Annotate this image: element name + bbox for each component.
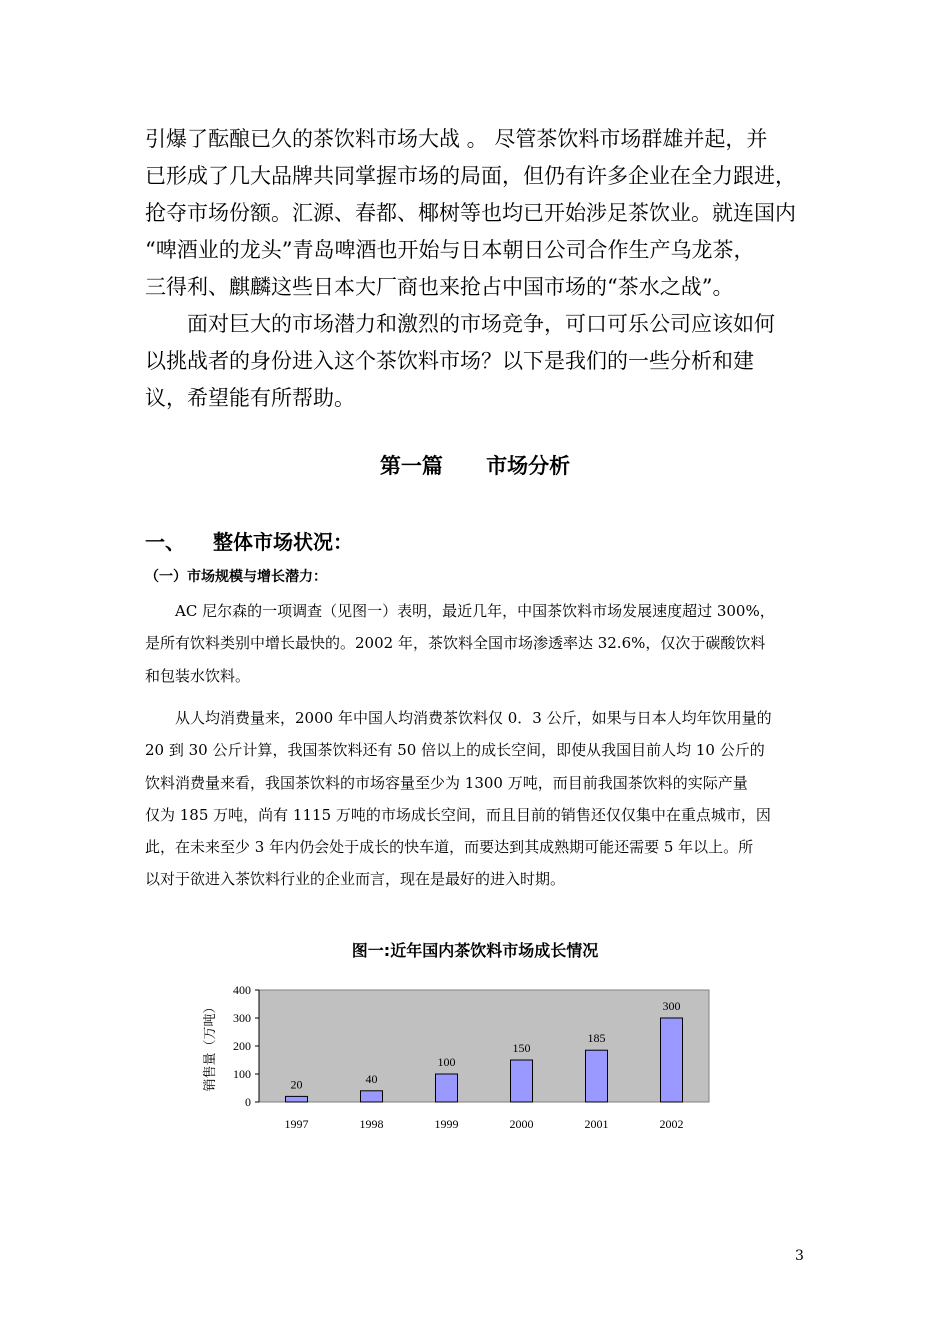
y-tick-label: 400 [233, 983, 251, 997]
part-label: 第一篇 [379, 454, 443, 478]
y-axis-label: 销售量（万吨） [202, 1000, 217, 1092]
bar-value-label: 150 [512, 1041, 531, 1055]
paragraph-market-growth [145, 595, 810, 692]
text-line: 饮料消费量来看，我国茶饮料的市场容量至少为 1300 万吨，而目前我国茶饮料的实际产量 [145, 773, 748, 792]
bar [586, 1050, 608, 1102]
text-line: 面对巨大的市场潜力和激烈的市场竞争，可口可乐公司应该如何 [187, 312, 775, 336]
x-tick-label: 1999 [434, 1117, 459, 1131]
text-line: 引爆了酝酿已久的茶饮料市场大战 。 尽管茶饮料市场群雄并起，并 [145, 127, 768, 151]
text-line: 和包装水饮料。 [145, 666, 251, 685]
text-line: “啤酒业的龙头”青岛啤酒也开始与日本朝日公司合作生产乌龙茶， [145, 238, 755, 262]
x-tick-label: 2002 [659, 1117, 684, 1131]
subsection-title: （一）市场规模与增长潜力： [145, 569, 327, 585]
text-line: 三得利、麒麟这些日本大厂商也来抢占中国市场的“茶水之战”。 [145, 275, 734, 299]
bar [661, 1018, 683, 1102]
paragraph-consumption [145, 702, 810, 896]
text-line: 是所有饮料类别中增长最快的。2002 年，茶饮料全国市场渗透率达 32.6%，仅次于碳酸饮料 [145, 634, 766, 653]
x-tick-label: 1998 [359, 1117, 384, 1131]
part-title [0, 450, 950, 480]
page-number: 3 [795, 1248, 804, 1264]
bar-value-label: 300 [662, 999, 681, 1013]
sales-bar-chart [195, 978, 735, 1148]
bar-value-label: 20 [290, 1077, 303, 1092]
text-line: 已形成了几大品牌共同掌握市场的局面，但仍有许多企业在全力跟进， [145, 164, 796, 188]
text-line: 抢夺市场份额。汇源、春都、椰树等也均已开始涉足茶饮业。就连国内 [145, 201, 796, 225]
x-tick-label: 2001 [584, 1117, 609, 1131]
text-line: 此，在未来至少 3 年内仍会处于成长的快车道，而要达到其成熟期可能还需要 5 年以上。所 [145, 838, 754, 857]
bar-value-label: 100 [437, 1055, 456, 1069]
text-line: 以挑战者的身份进入这个茶饮料市场？以下是我们的一些分析和建 [145, 349, 754, 373]
y-tick-label: 100 [233, 1067, 251, 1081]
text-line: 以对于欲进入茶饮料行业的企业而言，现在是最好的进入时期。 [145, 870, 566, 889]
section-number: 一、 [145, 530, 185, 554]
text-line: AC 尼尔森的一项调查（见图一）表明，最近几年，中国茶饮料市场发展速度超过 300%， [175, 602, 775, 620]
x-tick-label: 1997 [284, 1117, 309, 1131]
bar-value-label: 185 [587, 1031, 606, 1046]
bar [361, 1091, 383, 1102]
y-tick-label: 0 [245, 1095, 251, 1109]
figure-caption: 图一:近年国内茶饮料市场成长情况 [351, 941, 599, 960]
section-name: 整体市场状况： [213, 530, 353, 554]
section-title [145, 526, 353, 555]
text-line: 仅为 185 万吨，尚有 1115 万吨的市场成长空间，而且目前的销售还仅仅集中在重点城市，因 [145, 805, 771, 824]
text-line: 议，希望能有所帮助。 [145, 386, 355, 410]
y-tick-label: 300 [233, 1011, 251, 1025]
bar [436, 1074, 458, 1102]
paragraph-question [145, 306, 820, 417]
plot-area [259, 990, 709, 1102]
x-tick-label: 2000 [509, 1117, 534, 1131]
part-name: 市场分析 [486, 454, 571, 478]
bar-value-label: 40 [365, 1071, 378, 1086]
bar [511, 1060, 533, 1102]
paragraph-intro-continued [145, 121, 820, 306]
y-tick-label: 200 [233, 1039, 251, 1053]
bar [286, 1096, 308, 1102]
text-line: 20 到 30 公斤计算，我国茶饮料还有 50 倍以上的成长空间，即使从我国目前人均 10 公斤的 [145, 741, 765, 760]
text-line: 从人均消费量来，2000 年中国人均消费茶饮料仅 0．3 公斤，如果与日本人均年饮用量的 [175, 709, 772, 727]
